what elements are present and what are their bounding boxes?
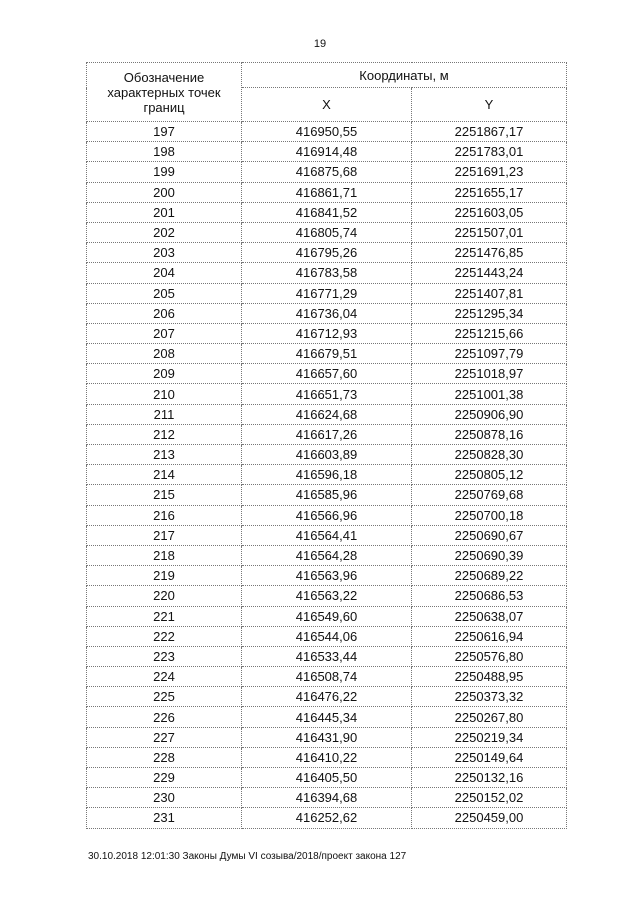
table-row	[87, 606, 567, 626]
table-row	[87, 788, 567, 808]
table-row	[87, 222, 567, 242]
y-cell: 2251507,01	[412, 222, 567, 242]
x-cell: 416596,18	[242, 465, 412, 485]
table-row	[87, 162, 567, 182]
table-row	[87, 626, 567, 646]
x-cell: 416563,96	[242, 566, 412, 586]
y-cell: 2251655,17	[412, 182, 567, 202]
y-cell: 2251407,81	[412, 283, 567, 303]
x-cell: 416861,71	[242, 182, 412, 202]
y-cell: 2250149,64	[412, 747, 567, 767]
x-cell: 416476,22	[242, 687, 412, 707]
point-cell: 200	[87, 182, 242, 202]
y-cell: 2250267,80	[412, 707, 567, 727]
table-row	[87, 485, 567, 505]
y-cell: 2251476,85	[412, 243, 567, 263]
table-row	[87, 384, 567, 404]
point-cell: 219	[87, 566, 242, 586]
x-cell: 416564,41	[242, 525, 412, 545]
table-row	[87, 142, 567, 162]
point-cell: 214	[87, 465, 242, 485]
coordinates-table	[86, 62, 567, 829]
x-cell: 416445,34	[242, 707, 412, 727]
x-cell: 416736,04	[242, 303, 412, 323]
table-row	[87, 586, 567, 606]
table-row	[87, 303, 567, 323]
x-cell: 416795,26	[242, 243, 412, 263]
x-cell: 416563,22	[242, 586, 412, 606]
y-cell: 2251215,66	[412, 323, 567, 343]
table-row	[87, 667, 567, 687]
table-row	[87, 404, 567, 424]
point-cell: 199	[87, 162, 242, 182]
point-cell: 220	[87, 586, 242, 606]
x-cell: 416564,28	[242, 545, 412, 565]
point-cell: 207	[87, 323, 242, 343]
table-row	[87, 727, 567, 747]
point-cell: 197	[87, 122, 242, 142]
x-cell: 416566,96	[242, 505, 412, 525]
x-cell: 416712,93	[242, 323, 412, 343]
y-cell: 2250638,07	[412, 606, 567, 626]
point-cell: 227	[87, 727, 242, 747]
point-cell: 218	[87, 545, 242, 565]
header-x: X	[242, 88, 412, 122]
x-cell: 416914,48	[242, 142, 412, 162]
table-row	[87, 545, 567, 565]
y-cell: 2250828,30	[412, 445, 567, 465]
x-cell: 416410,22	[242, 747, 412, 767]
table-row	[87, 122, 567, 142]
table-row	[87, 768, 567, 788]
point-cell: 198	[87, 142, 242, 162]
point-cell: 222	[87, 626, 242, 646]
y-cell: 2251001,38	[412, 384, 567, 404]
point-cell: 229	[87, 768, 242, 788]
y-cell: 2250805,12	[412, 465, 567, 485]
table-row	[87, 424, 567, 444]
y-cell: 2250219,34	[412, 727, 567, 747]
y-cell: 2250132,16	[412, 768, 567, 788]
table-row	[87, 687, 567, 707]
y-cell: 2251443,24	[412, 263, 567, 283]
x-cell: 416394,68	[242, 788, 412, 808]
point-cell: 224	[87, 667, 242, 687]
y-cell: 2250576,80	[412, 646, 567, 666]
x-cell: 416549,60	[242, 606, 412, 626]
y-cell: 2250488,95	[412, 667, 567, 687]
point-cell: 202	[87, 222, 242, 242]
y-cell: 2250152,02	[412, 788, 567, 808]
table-row	[87, 505, 567, 525]
y-cell: 2250700,18	[412, 505, 567, 525]
y-cell: 2250373,32	[412, 687, 567, 707]
point-cell: 217	[87, 525, 242, 545]
point-cell: 230	[87, 788, 242, 808]
table-row	[87, 263, 567, 283]
y-cell: 2251783,01	[412, 142, 567, 162]
table-row	[87, 808, 567, 828]
y-cell: 2251097,79	[412, 344, 567, 364]
point-cell: 212	[87, 424, 242, 444]
table-row	[87, 364, 567, 384]
table-row	[87, 202, 567, 222]
y-cell: 2251295,34	[412, 303, 567, 323]
point-cell: 203	[87, 243, 242, 263]
table-row	[87, 243, 567, 263]
x-cell: 416617,26	[242, 424, 412, 444]
table-row	[87, 283, 567, 303]
y-cell: 2250616,94	[412, 626, 567, 646]
table-row	[87, 445, 567, 465]
page-number: 19	[313, 38, 327, 50]
y-cell: 2250906,90	[412, 404, 567, 424]
header-point-designation: Обозначение характерных точек границ	[87, 63, 242, 122]
x-cell: 416603,89	[242, 445, 412, 465]
y-cell: 2251691,23	[412, 162, 567, 182]
point-cell: 216	[87, 505, 242, 525]
point-cell: 221	[87, 606, 242, 626]
table-row	[87, 323, 567, 343]
y-cell: 2250878,16	[412, 424, 567, 444]
x-cell: 416651,73	[242, 384, 412, 404]
table-row	[87, 525, 567, 545]
x-cell: 416805,74	[242, 222, 412, 242]
x-cell: 416585,96	[242, 485, 412, 505]
point-cell: 231	[87, 808, 242, 828]
x-cell: 416405,50	[242, 768, 412, 788]
x-cell: 416771,29	[242, 283, 412, 303]
point-cell: 213	[87, 445, 242, 465]
point-cell: 215	[87, 485, 242, 505]
x-cell: 416783,58	[242, 263, 412, 283]
y-cell: 2250459,00	[412, 808, 567, 828]
point-cell: 225	[87, 687, 242, 707]
y-cell: 2251867,17	[412, 122, 567, 142]
x-cell: 416657,60	[242, 364, 412, 384]
x-cell: 416950,55	[242, 122, 412, 142]
point-cell: 226	[87, 707, 242, 727]
point-cell: 228	[87, 747, 242, 767]
table-row	[87, 465, 567, 485]
x-cell: 416679,51	[242, 344, 412, 364]
point-cell: 204	[87, 263, 242, 283]
point-cell: 205	[87, 283, 242, 303]
document-footer: 30.10.2018 12:01:30 Законы Думы VI созыва/2018/проект закона 127	[88, 851, 407, 862]
y-cell: 2250686,53	[412, 586, 567, 606]
table-row	[87, 566, 567, 586]
point-cell: 209	[87, 364, 242, 384]
table-row	[87, 707, 567, 727]
y-cell: 2250690,67	[412, 525, 567, 545]
table-row	[87, 344, 567, 364]
x-cell: 416533,44	[242, 646, 412, 666]
header-coordinates: Координаты, м	[242, 63, 567, 88]
y-cell: 2250690,39	[412, 545, 567, 565]
y-cell: 2251018,97	[412, 364, 567, 384]
point-cell: 223	[87, 646, 242, 666]
point-cell: 206	[87, 303, 242, 323]
header-y: Y	[412, 88, 567, 122]
table-row	[87, 646, 567, 666]
table-row	[87, 747, 567, 767]
point-cell: 201	[87, 202, 242, 222]
point-cell: 211	[87, 404, 242, 424]
x-cell: 416875,68	[242, 162, 412, 182]
point-cell: 210	[87, 384, 242, 404]
x-cell: 416624,68	[242, 404, 412, 424]
x-cell: 416252,62	[242, 808, 412, 828]
x-cell: 416508,74	[242, 667, 412, 687]
x-cell: 416841,52	[242, 202, 412, 222]
x-cell: 416431,90	[242, 727, 412, 747]
y-cell: 2250769,68	[412, 485, 567, 505]
point-cell: 208	[87, 344, 242, 364]
y-cell: 2251603,05	[412, 202, 567, 222]
y-cell: 2250689,22	[412, 566, 567, 586]
table-row	[87, 182, 567, 202]
x-cell: 416544,06	[242, 626, 412, 646]
